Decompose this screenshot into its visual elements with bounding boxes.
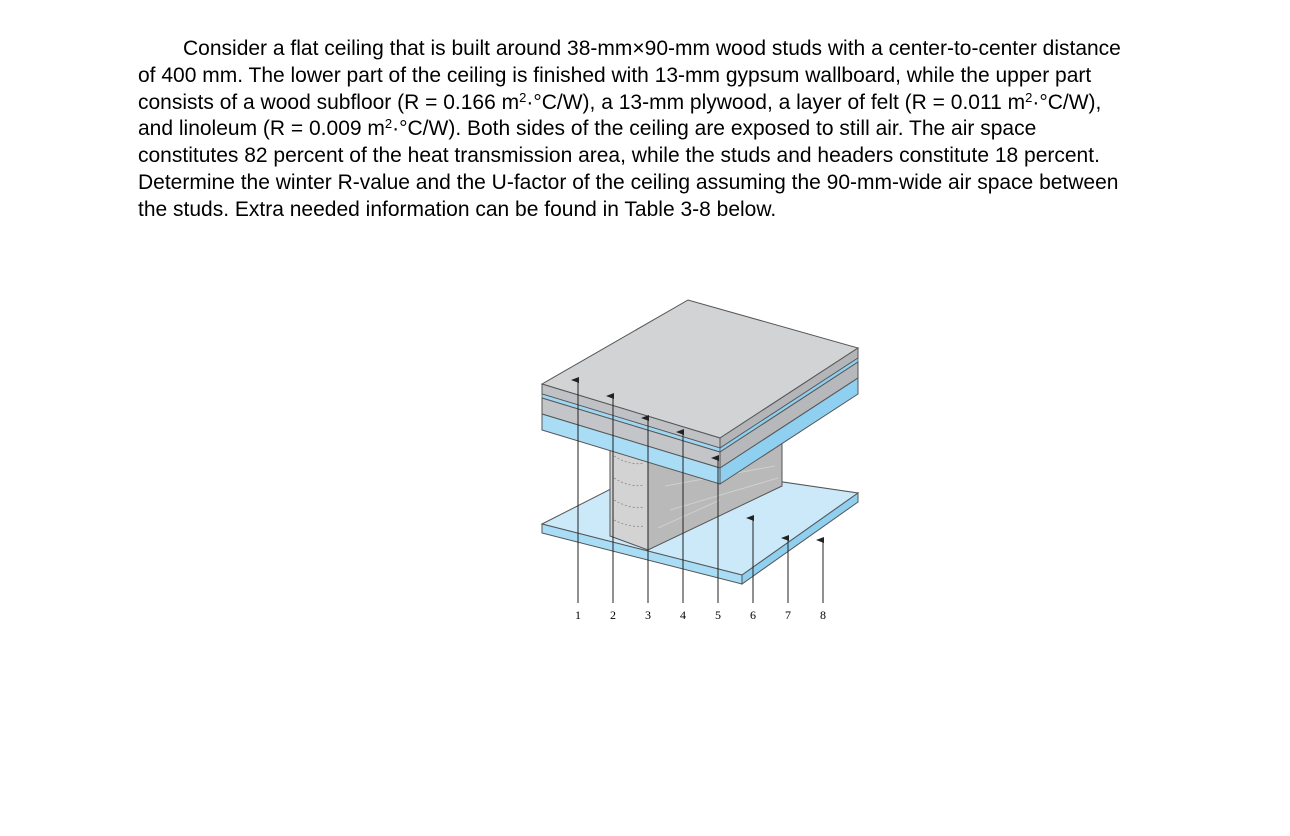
path-label-4: 4 bbox=[680, 608, 686, 622]
problem-line-7: the studs. Extra needed information can be found in Table 3-8 below. bbox=[138, 197, 777, 221]
problem-line-6: Determine the winter R-value and the U-factor of the ceiling assuming the 90-mm-wide air space between bbox=[138, 170, 1119, 194]
path-label-2: 2 bbox=[610, 608, 616, 622]
ceiling-diagram bbox=[520, 288, 880, 634]
path-labels bbox=[575, 608, 826, 622]
path-label-3: 3 bbox=[645, 608, 651, 622]
problem-line-1: Consider a flat ceiling that is built around 38-mm×90-mm wood studs with a center-to-center distance bbox=[183, 37, 1121, 60]
path-label-5: 5 bbox=[715, 608, 721, 622]
superscript: 2 bbox=[519, 89, 527, 105]
problem-line-4: and linoleum (R = 0.009 $m^2\cdot^\circ C/W$). Both sides of the ceiling are exposed to still air. The air space bbox=[138, 116, 1037, 141]
superscript: 2 bbox=[384, 116, 393, 132]
upper-floor-assembly bbox=[542, 300, 858, 484]
superscript: 2 bbox=[1025, 89, 1033, 105]
ceiling-diagram-svg bbox=[520, 288, 880, 634]
problem-statement bbox=[138, 36, 1238, 224]
problem-line-3: consists of a wood subfloor (R = 0.166 $m^2\cdot^\circ C/W$), a 13-mm plywood, a layer of felt (R = 0.011 $m^2\cdot^\circ C/W$), bbox=[138, 89, 1102, 114]
problem-line-2: of 400 mm. The lower part of the ceiling is finished with 13-mm gypsum wallboard, while the upper part bbox=[138, 63, 1092, 87]
problem-line-5: constitutes 82 percent of the heat transmission area, while the studs and headers constitute 18 percent. bbox=[138, 144, 1100, 168]
path-label-6: 6 bbox=[750, 608, 756, 622]
path-label-7: 7 bbox=[785, 608, 791, 622]
path-label-8: 8 bbox=[820, 608, 826, 622]
path-label-1: 1 bbox=[575, 608, 581, 622]
